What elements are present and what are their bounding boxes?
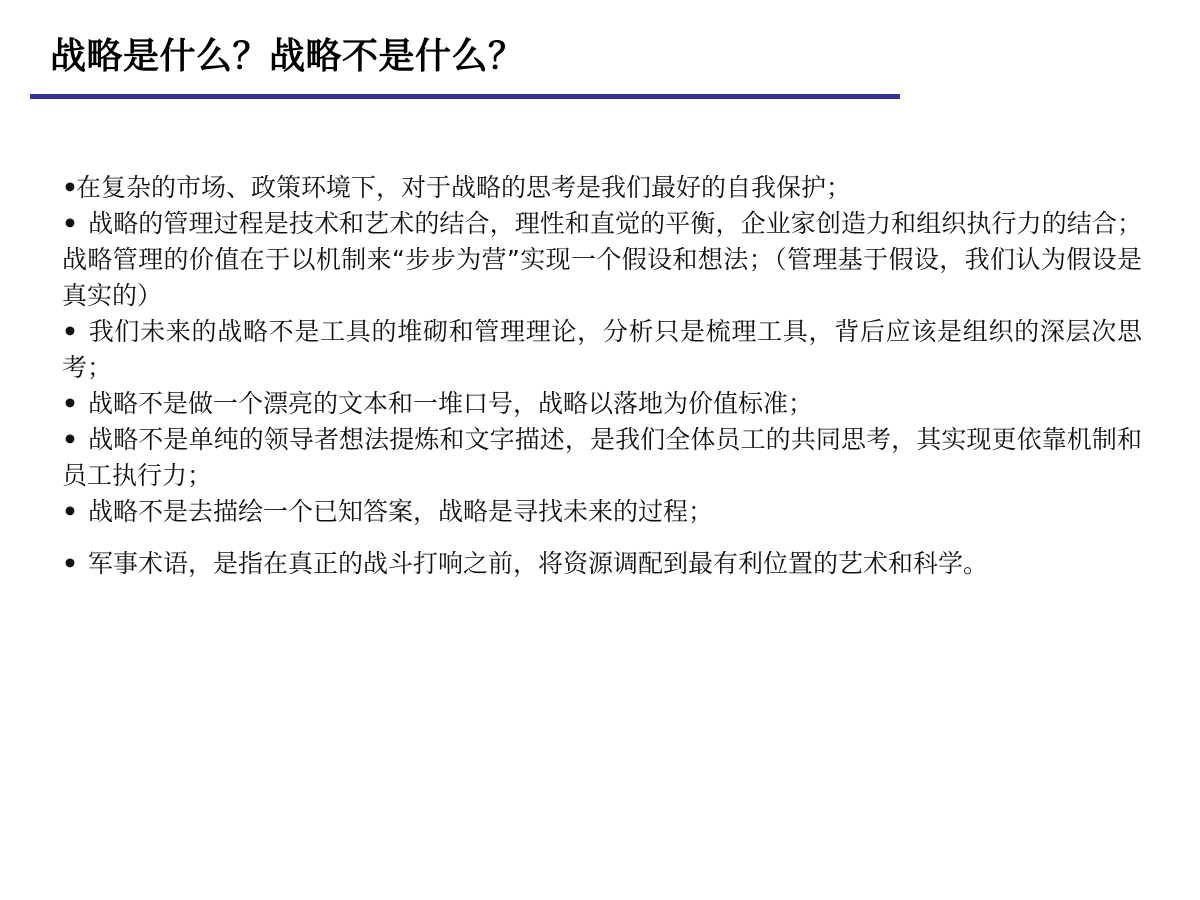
bullet-text: 战略不是去描绘一个已知答案，战略是寻找未来的过程； <box>88 497 714 526</box>
bullet-item <box>62 386 1142 422</box>
bullet-marker: • <box>62 549 78 578</box>
bullet-marker: • <box>62 425 78 454</box>
bullet-text: 在复杂的市场、政策环境下，对于战略的思考是我们最好的自我保护； <box>76 173 852 202</box>
bullet-item <box>62 206 1142 314</box>
bullet-item <box>62 546 1142 582</box>
bullet-marker: • <box>62 497 78 526</box>
bullet-item <box>62 422 1142 494</box>
bullet-item <box>62 170 1142 206</box>
bullet-text: 军事术语，是指在真正的战斗打响之前，将资源调配到最有利位置的艺术和科学。 <box>88 549 989 578</box>
slide-title: 战略是什么？战略不是什么？ <box>50 35 525 77</box>
bullet-item <box>62 314 1142 386</box>
bullet-list <box>62 170 1142 582</box>
bullet-text: 战略不是做一个漂亮的文本和一堆口号，战略以落地为价值标准； <box>88 389 814 418</box>
bullet-item <box>62 494 1142 530</box>
bullet-marker: • <box>62 209 78 238</box>
bullet-text: 战略的管理过程是技术和艺术的结合，理性和直觉的平衡，企业家创造力和组织执行力的结合；战略管理的价值在于以机制来“步步为营”实现一个假设和想法；（管理基于假设，我们认为假设是真实的） <box>62 209 1142 310</box>
bullet-marker: • <box>62 317 78 346</box>
bullet-text: 我们未来的战略不是工具的堆砌和管理理论，分析只是梳理工具，背后应该是组织的深层次思考； <box>62 317 1142 382</box>
bullet-marker: • <box>62 389 78 418</box>
bullet-text: 战略不是单纯的领导者想法提炼和文字描述，是我们全体员工的共同思考，其实现更依靠机制和员工执行力； <box>62 425 1142 490</box>
bullet-marker: • <box>62 173 78 202</box>
title-divider <box>30 94 900 99</box>
